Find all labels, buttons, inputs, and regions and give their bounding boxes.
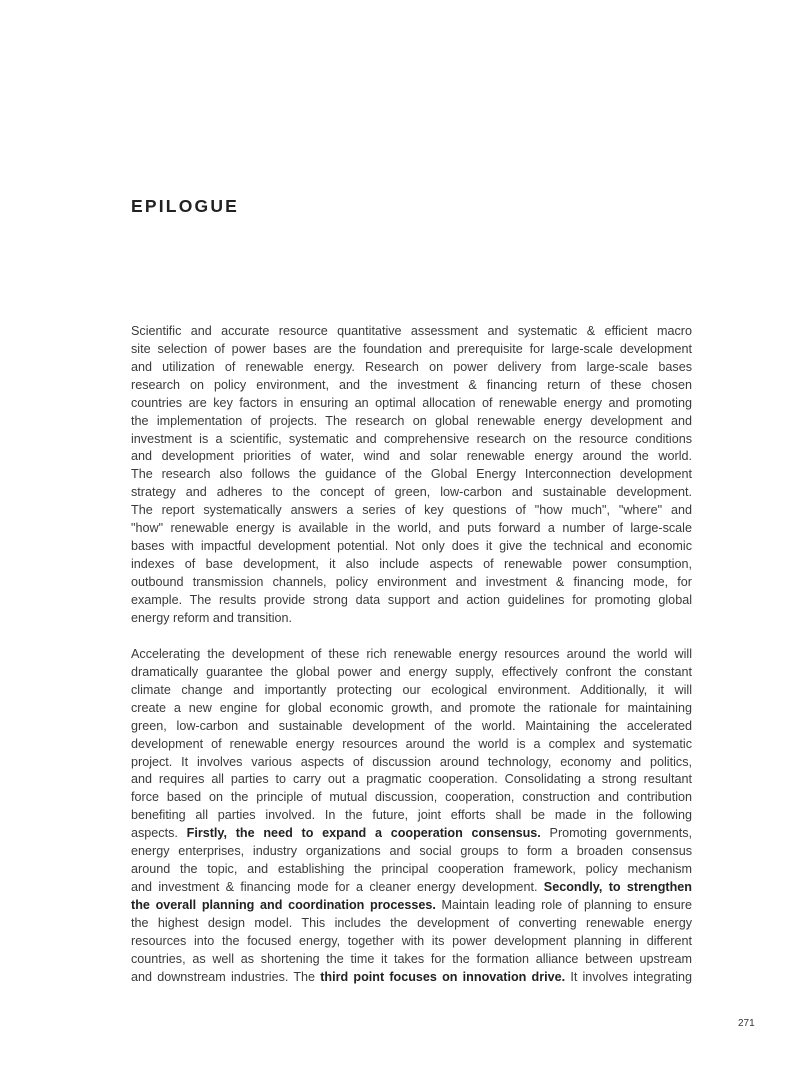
text-line bbox=[131, 771, 692, 789]
text-segment: countries are key factors in ensuring an optimal allocation of renewable energy and promoting bbox=[131, 395, 692, 410]
text-line bbox=[131, 700, 692, 718]
bold-text: Secondly, to strengthen bbox=[543, 879, 692, 894]
text-line bbox=[131, 431, 692, 449]
text-line bbox=[131, 646, 692, 664]
text-line bbox=[131, 556, 692, 574]
text-line bbox=[131, 341, 692, 359]
text-line bbox=[131, 448, 692, 466]
text-segment: It involves integrating bbox=[565, 969, 692, 984]
bold-text: the overall planning and coordination processes. bbox=[131, 897, 436, 912]
text-line bbox=[131, 413, 692, 431]
text-segment: Scientific and accurate resource quantitative assessment and systematic & efficient macro bbox=[131, 324, 692, 338]
text-line bbox=[131, 879, 692, 897]
text-segment: strategy and adheres to the concept of green, low-carbon and sustainable development. bbox=[131, 485, 692, 500]
text-segment: and requires all parties to carry out a pragmatic cooperation. Consolidating a strong resultant bbox=[131, 772, 692, 787]
page-heading: EPILOGUE bbox=[131, 196, 240, 216]
paragraph-2 bbox=[131, 646, 692, 987]
text-segment: and development priorities of water, wind and solar renewable energy around the world. bbox=[131, 449, 692, 464]
text-segment: around the topic, and establishing the principal cooperation framework, policy mechanism bbox=[131, 862, 692, 877]
text-segment: the highest design model. This includes the development of converting renewable energy bbox=[131, 915, 692, 930]
text-line bbox=[131, 682, 692, 700]
text-line bbox=[131, 933, 692, 951]
page-number: 271 bbox=[738, 1018, 755, 1029]
bold-text: third point focuses on innovation drive. bbox=[320, 969, 566, 984]
text-segment: The research also follows the guidance of the Global Energy Interconnection development bbox=[131, 467, 692, 482]
text-line bbox=[131, 915, 692, 933]
text-segment: investment is a scientific, systematic and comprehensive research on the resource conditions bbox=[131, 431, 692, 446]
text-segment: benefiting all parties involved. In the future, joint efforts shall be made in the following bbox=[131, 808, 692, 823]
text-line bbox=[131, 664, 692, 682]
text-line bbox=[131, 718, 692, 736]
text-line bbox=[131, 825, 692, 843]
text-segment: example. The results provide strong data support and action guidelines for promoting global bbox=[131, 592, 692, 607]
text-line bbox=[131, 736, 692, 754]
text-line bbox=[131, 466, 692, 484]
text-segment: energy enterprises, industry organizations and social groups to form a broaden consensus bbox=[131, 844, 692, 859]
text-line bbox=[131, 754, 692, 772]
text-segment: force based on the principle of mutual discussion, cooperation, construction and contribution bbox=[131, 790, 692, 805]
text-segment: the implementation of projects. The research on global renewable energy development and bbox=[131, 413, 692, 428]
text-segment: The report systematically answers a series of key questions of "how much", "where" and bbox=[131, 503, 692, 518]
text-segment: site selection of power bases are the foundation and prerequisite for large-scale development bbox=[131, 341, 692, 356]
text-segment: countries, as well as shortening the time it takes for the formation alliance between upstream bbox=[131, 951, 692, 966]
text-line bbox=[131, 897, 692, 915]
text-line bbox=[131, 395, 692, 413]
text-line bbox=[131, 951, 692, 969]
text-segment: and utilization of renewable energy. Research on power delivery from large-scale bases bbox=[131, 359, 692, 374]
bold-text: Firstly, the need to expand a cooperation consensus. bbox=[186, 826, 541, 841]
text-line bbox=[131, 484, 692, 502]
text-line bbox=[131, 610, 692, 628]
text-line bbox=[131, 359, 692, 377]
text-segment: research on policy environment, and the investment & financing return of these chosen bbox=[131, 377, 692, 392]
text-segment: green, low-carbon and sustainable development of the world. Maintaining the accelerated bbox=[131, 718, 692, 733]
text-segment: and downstream industries. The bbox=[131, 969, 321, 984]
text-segment: aspects. bbox=[131, 826, 187, 841]
text-line bbox=[131, 969, 692, 987]
text-line bbox=[131, 323, 692, 341]
text-line bbox=[131, 861, 692, 879]
text-line bbox=[131, 592, 692, 610]
text-segment: energy reform and transition. bbox=[131, 610, 293, 625]
text-segment: Maintain leading role of planning to ensure bbox=[435, 897, 692, 912]
text-segment: outbound transmission channels, policy environment and investment & financing mode, for bbox=[131, 574, 692, 589]
text-line bbox=[131, 377, 692, 395]
text-segment: climate change and importantly protecting our ecological environment. Additionally, it will bbox=[131, 682, 692, 697]
text-line bbox=[131, 843, 692, 861]
text-line bbox=[131, 538, 692, 556]
text-segment: and investment & financing mode for a cleaner energy development. bbox=[131, 879, 544, 894]
text-line bbox=[131, 502, 692, 520]
text-segment: project. It involves various aspects of discussion around technology, economy and politics, bbox=[131, 754, 692, 769]
text-line bbox=[131, 574, 692, 592]
paragraph-1 bbox=[131, 323, 692, 628]
text-segment: Promoting governments, bbox=[540, 826, 692, 841]
text-segment: dramatically guarantee the global power and energy supply, effectively confront the constant bbox=[131, 664, 692, 679]
text-line bbox=[131, 789, 692, 807]
text-segment: development of renewable energy resources around the world is a complex and systematic bbox=[131, 736, 692, 751]
text-line bbox=[131, 520, 692, 538]
text-line bbox=[131, 807, 692, 825]
text-segment: create a new engine for global economic growth, and promote the rationale for maintaining bbox=[131, 700, 692, 715]
text-segment: resources into the focused energy, together with its power development planning in different bbox=[131, 933, 692, 948]
text-segment: bases with impactful development potential. Not only does it give the technical and economic bbox=[131, 539, 692, 554]
text-segment: Accelerating the development of these rich renewable energy resources around the world will bbox=[131, 647, 692, 661]
text-segment: indexes of base development, it also include aspects of renewable power consumption, bbox=[131, 556, 692, 571]
text-segment: "how" renewable energy is available in the world, and puts forward a number of large-scale bbox=[131, 521, 692, 536]
